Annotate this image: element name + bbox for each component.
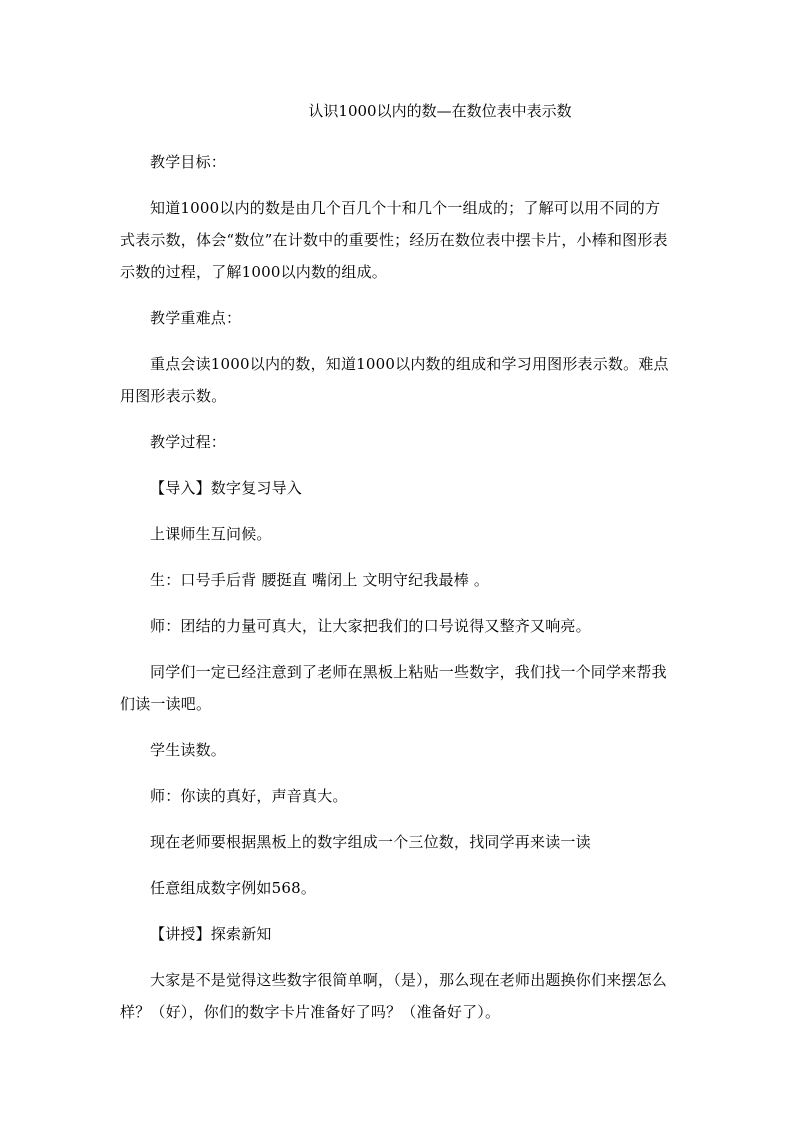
paragraph: 上课师生互问候。 xyxy=(150,525,272,543)
section-heading-key-points: 教学重难点： xyxy=(150,309,242,327)
paragraph: 现在老师要根据黑板上的数字组成一个三位数，找同学再来读一读 xyxy=(150,833,591,851)
objectives-paragraph: 知道1000以内的数是由几个百几个十和几个一组成的；了解可以用不同的方式表示数，体会“数位”在计数中的重要性；经历在数位表中摆卡片，小棒和图形表示数的过程，了解1000以内数的组成。 xyxy=(120,199,668,281)
teaching-heading: 【讲授】探索新知 xyxy=(150,925,272,943)
key-points-paragraph: 重点会读1000以内的数，知道1000以内数的组成和学习用图形表示数。难点用图形表示数。 xyxy=(120,355,669,405)
paragraph: 任意组成数字例如568。 xyxy=(150,879,317,897)
paragraph: 师：团结的力量可真大，让大家把我们的口号说得又整齐又响亮。 xyxy=(150,617,591,635)
paragraph: 生：口号手后背 腰挺直 嘴闭上 文明守纪我最棒 。 xyxy=(150,571,490,589)
section-heading-process: 教学过程： xyxy=(150,433,227,451)
paragraph: 大家是不是觉得这些数字很简单啊，（是），那么现在老师出题换你们来摆怎么样？（好），你们的数字卡片准备好了吗？（准备好了）。 xyxy=(120,971,668,1021)
intro-heading: 【导入】数字复习导入 xyxy=(150,479,303,497)
document-body xyxy=(120,146,675,1028)
paragraph: 学生读数。 xyxy=(150,741,227,759)
paragraph: 师：你读的真好，声音真大。 xyxy=(150,787,348,805)
document-title: 认识1000以内的数—在数位表中表示数 xyxy=(308,102,572,120)
paragraph: 同学们一定已经注意到了老师在黑板上粘贴一些数字，我们找一个同学来帮我们读一读吧。 xyxy=(120,663,667,713)
section-heading-objectives: 教学目标： xyxy=(150,153,227,171)
